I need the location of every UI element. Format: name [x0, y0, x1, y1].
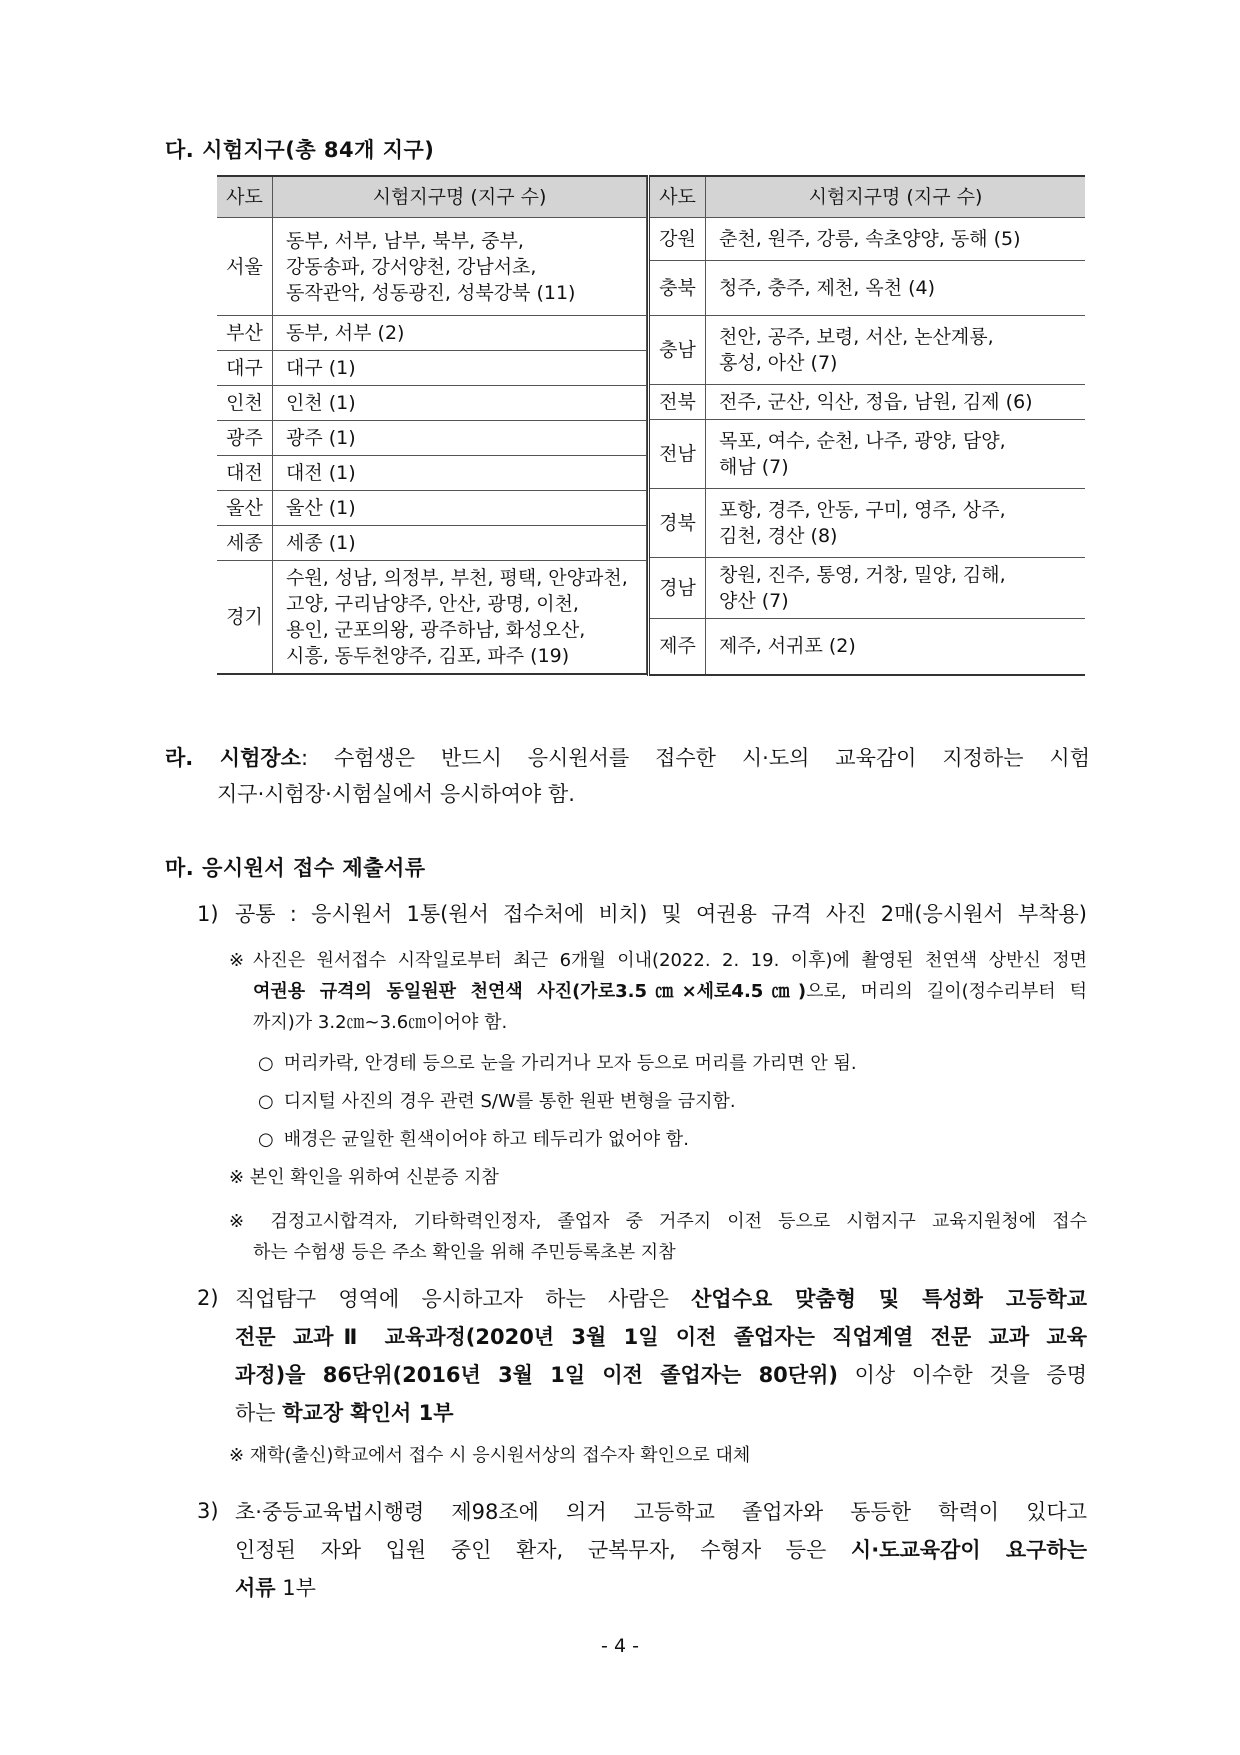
list-item	[258, 1086, 1078, 1124]
district-table-left	[217, 175, 647, 675]
header-sido: 사도	[217, 176, 273, 218]
district-names-cell	[706, 218, 1086, 261]
table-row	[217, 351, 647, 386]
list-item-text: 배경은 균일한 흰색이어야 하고 테두리가 없어야 함.	[283, 1129, 689, 1150]
table-row	[649, 489, 1086, 558]
sido-cell: 충남	[649, 316, 706, 385]
list-item-text: 디지털 사진의 경우 관련 S/W를 통한 원판 변형을 금지함.	[283, 1091, 736, 1112]
sido-cell: 강원	[649, 218, 706, 261]
item3-line1: 초·중등교육법시행령 제98조에 의거 고등학교 졸업자와 동등한 학력이 있다고	[235, 1500, 1087, 1524]
item2-line1-plain: 직업탐구 영역에 응시하고자 하는 사람은	[235, 1287, 692, 1311]
sido-cell: 충북	[649, 261, 706, 316]
district-names-cell	[273, 218, 647, 316]
district-names-line: 강동송파, 강서양천, 강남서초,	[286, 255, 537, 278]
list-item	[258, 1048, 1078, 1086]
table-row	[649, 420, 1086, 489]
bullet-circle-icon: ○	[258, 1053, 274, 1074]
item-number: 1)	[197, 902, 219, 926]
sido-cell: 제주	[649, 619, 706, 675]
item2-line3-bold: 과정)을 86단위(2016년 3월 1일 이전 졸업자는 80단위)	[235, 1363, 838, 1387]
sido-cell: 대전	[217, 456, 273, 491]
sido-cell: 인천	[217, 386, 273, 421]
section-label-exam-place: 라. 시험장소	[165, 746, 301, 770]
table-row	[217, 561, 647, 675]
district-names-cell	[706, 261, 1086, 316]
bullet-circle-icon: ○	[258, 1091, 274, 1112]
item2-line3-plain: 이상 이수한 것을 증명	[837, 1363, 1087, 1387]
item3-line2-plain: 인정된 자와 입원 중인 환자, 군복무자, 수형자 등은	[235, 1538, 851, 1562]
photo-rule-list	[258, 1048, 1078, 1162]
district-names-cell	[706, 558, 1086, 619]
district-names-line: 대구 (1)	[286, 357, 356, 379]
district-names-line: 울산 (1)	[286, 497, 356, 519]
table-row	[217, 526, 647, 561]
sido-cell: 경기	[217, 561, 273, 675]
sido-cell: 광주	[217, 421, 273, 456]
table-row	[649, 218, 1086, 261]
district-names-cell	[273, 421, 647, 456]
district-names-line: 청주, 충주, 제천, 옥천 (4)	[719, 277, 936, 299]
district-names-line: 제주, 서귀포 (2)	[719, 635, 856, 658]
table-row	[217, 218, 647, 316]
district-names-line: 창원, 진주, 통영, 거창, 밀양, 김해,	[719, 564, 1006, 586]
district-names-line: 김천, 경산 (8)	[719, 525, 838, 547]
note-address-line1: ※ 검정고시합격자, 기타학력인정자, 졸업자 중 거주지 이전 등으로 시험지구 교육지원청에 접수	[229, 1211, 1087, 1232]
section-title-documents: 마. 응시원서 접수 제출서류	[165, 856, 426, 880]
table-row	[217, 491, 647, 526]
exam-place-line2: 지구·시험장·시험실에서 응시하여야 함.	[217, 782, 575, 806]
district-names-line: 춘천, 원주, 강릉, 속초양양, 동해 (5)	[719, 228, 1021, 250]
note-mark: ※	[229, 950, 245, 971]
table-row	[217, 421, 647, 456]
table-header-row	[217, 176, 647, 218]
district-names-cell	[273, 351, 647, 386]
header-district-names: 시험지구명 (지구 수)	[273, 176, 647, 218]
item-number: 2)	[197, 1286, 219, 1310]
district-names-line: 목포, 여수, 순천, 나주, 광양, 담양,	[719, 430, 1006, 452]
district-names-line: 시흥, 동두천양주, 김포, 파주 (19)	[286, 645, 570, 667]
bullet-circle-icon: ○	[258, 1129, 274, 1150]
note-photo-line1: 사진은 원서접수 시작일로부터 최근 6개월 이내(2022. 2. 19. 이후)에 촬영된 천연색 상반신 정면	[253, 950, 1087, 971]
exam-place-line1: : 수험생은 반드시 응시원서를 접수한 시·도의 교육감이 지정하는 시험	[300, 746, 1090, 770]
district-names-line: 용인, 군포의왕, 광주하남, 화성오산,	[286, 619, 586, 641]
note-photo-line3: 까지)가 3.2㎝~3.6㎝이어야 함.	[253, 1012, 508, 1033]
note-school-confirm: ※ 재학(출신)학교에서 접수 시 응시원서상의 접수자 확인으로 대체	[229, 1445, 751, 1466]
item2-line1-bold: 산업수요 맞춤형 및 특성화 고등학교	[691, 1287, 1087, 1311]
table-row	[217, 386, 647, 421]
item3-line2-bold: 시·도교육감이 요구하는	[850, 1538, 1087, 1562]
sido-cell: 전남	[649, 420, 706, 489]
district-names-cell	[273, 491, 647, 526]
district-names-line: 대전 (1)	[286, 462, 356, 484]
district-names-line: 천안, 공주, 보령, 서산, 논산계룡,	[719, 326, 994, 348]
district-names-cell	[706, 385, 1086, 420]
item2-line4-bold: 학교장 확인서 1부	[282, 1401, 454, 1425]
sido-cell: 부산	[217, 316, 273, 351]
sido-cell: 대구	[217, 351, 273, 386]
district-names-cell	[706, 489, 1086, 558]
district-names-line: 광주 (1)	[286, 427, 356, 449]
sido-cell: 경남	[649, 558, 706, 619]
item2-line2-bold: 전문 교과Ⅱ 교육과정(2020년 3월 1일 이전 졸업자는 직업계열 전문 교과 교육	[235, 1325, 1087, 1349]
list-item	[258, 1124, 1078, 1162]
district-table-right	[647, 175, 1085, 676]
note-address-line2: 하는 수험생 등은 주소 확인을 위해 주민등록초본 지참	[253, 1242, 676, 1263]
item-number: 3)	[197, 1499, 219, 1523]
header-sido: 사도	[649, 176, 706, 218]
table-row	[217, 316, 647, 351]
district-names-cell	[273, 316, 647, 351]
item3-line3-bold: 서류	[235, 1576, 276, 1600]
note-address	[229, 1206, 1087, 1268]
district-names-line: 포항, 경주, 안동, 구미, 영주, 상주,	[719, 499, 1006, 521]
district-names-line: 인천 (1)	[286, 392, 356, 414]
district-names-line: 동부, 서부, 남부, 북부, 중부,	[286, 229, 524, 252]
sido-cell: 세종	[217, 526, 273, 561]
sido-cell: 전북	[649, 385, 706, 420]
district-names-line: 해남 (7)	[719, 456, 789, 478]
district-names-cell	[273, 561, 647, 675]
district-names-line: 세종 (1)	[286, 532, 356, 554]
page-number: - 4 -	[601, 1635, 639, 1657]
note-photo-line2-rest: 으로, 머리의 길이(정수리부터 턱	[806, 981, 1088, 1002]
note-id: ※ 본인 확인을 위하여 신분증 지참	[229, 1167, 499, 1188]
table-row	[649, 558, 1086, 619]
district-names-line: 양산 (7)	[719, 590, 789, 612]
table-header-row	[649, 176, 1086, 218]
item2-line4-plain: 하는	[235, 1401, 283, 1425]
district-names-cell	[273, 386, 647, 421]
district-names-line: 고양, 구리남양주, 안산, 광명, 이천,	[286, 593, 579, 615]
header-district-names: 시험지구명 (지구 수)	[706, 176, 1086, 218]
table-row	[649, 261, 1086, 316]
table-row	[649, 619, 1086, 675]
district-names-line: 전주, 군산, 익산, 정읍, 남원, 김제 (6)	[719, 391, 1033, 413]
section-exam-place	[165, 740, 1090, 812]
table-row	[217, 456, 647, 491]
district-names-line: 동작관악, 성동광진, 성북강북 (11)	[286, 281, 576, 304]
district-names-cell	[706, 619, 1086, 675]
item3-line3-plain: 1부	[275, 1576, 316, 1600]
district-names-cell	[706, 420, 1086, 489]
table-row	[649, 385, 1086, 420]
district-names-line: 동부, 서부 (2)	[286, 322, 405, 344]
note-photo-line2-bold: 여권용 규격의 동일원판 천연색 사진(가로3.5㎝×세로4.5㎝)	[253, 981, 807, 1002]
table-row	[649, 316, 1086, 385]
sido-cell: 울산	[217, 491, 273, 526]
item-common-text: 공통 : 응시원서 1통(원서 접수처에 비치) 및 여권용 규격 사진 2매(응시원서 부착용)	[235, 902, 1087, 926]
list-item-text: 머리카락, 안경테 등으로 눈을 가리거나 모자 등으로 머리를 가리면 안 됨.	[283, 1053, 857, 1074]
sido-cell: 경북	[649, 489, 706, 558]
district-names-cell	[273, 456, 647, 491]
sido-cell: 서울	[217, 218, 273, 316]
district-names-line: 홍성, 아산 (7)	[719, 352, 838, 374]
district-names-cell	[706, 316, 1086, 385]
district-names-line: 수원, 성남, 의정부, 부천, 평택, 안양과천,	[286, 567, 628, 589]
section-title-exam-districts: 다. 시험지구(총 84개 지구)	[165, 138, 435, 162]
district-names-cell	[273, 526, 647, 561]
